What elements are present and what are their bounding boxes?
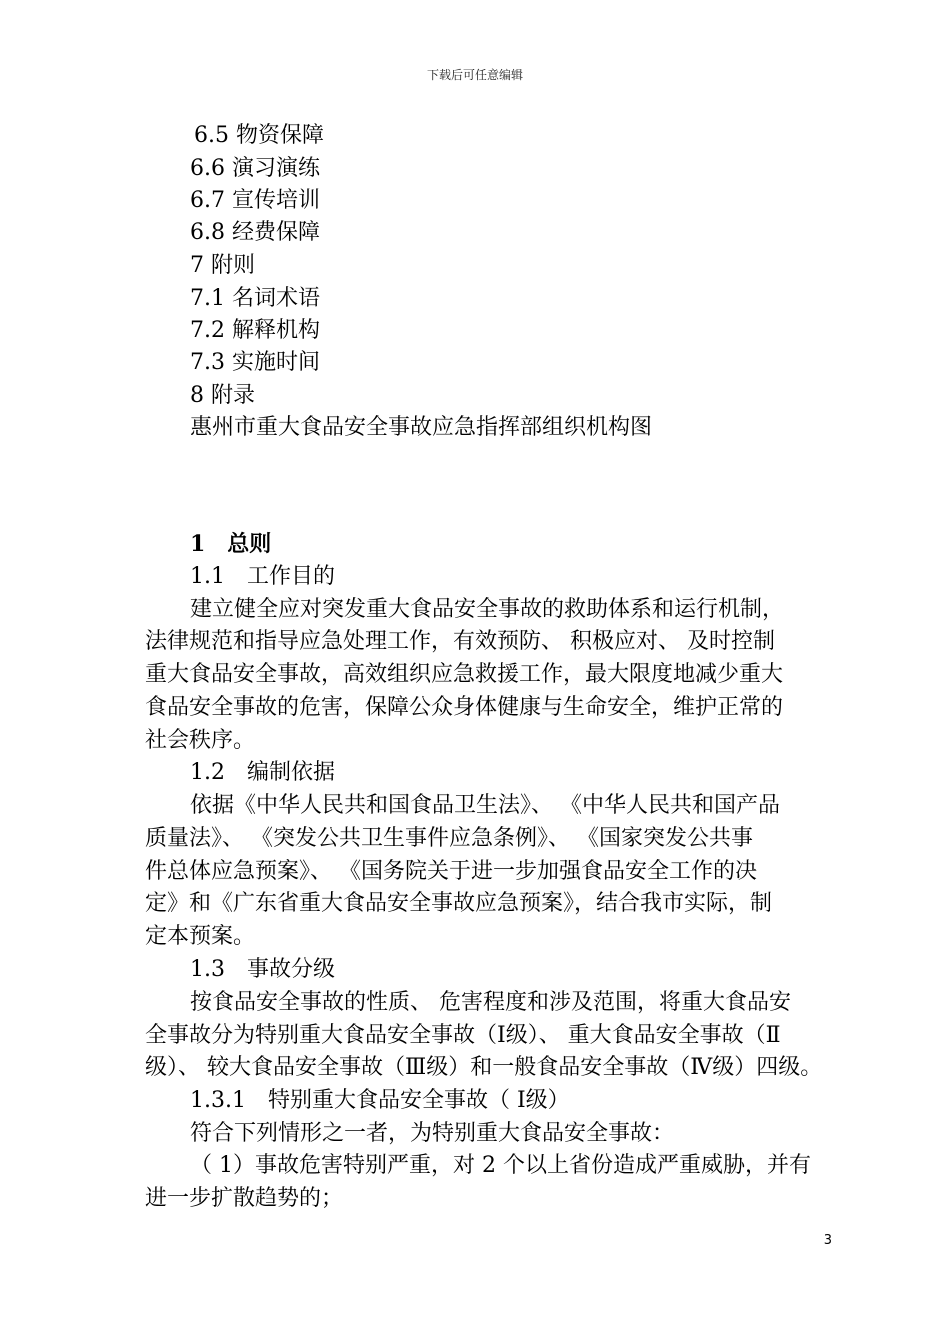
paragraph-line: 社会秩序。 <box>145 728 256 753</box>
paragraph-line: （ 1）事故危害特别严重，对 2 个以上省份造成严重威胁，并有 <box>190 1153 811 1178</box>
paragraph-line: 全事故分为特别重大食品安全事故（Ⅰ级）、 重大食品安全事故（Ⅱ <box>145 1023 781 1048</box>
paragraph-line: 定本预案。 <box>145 924 256 949</box>
paragraph-line: 符合下列情形之一者，为特别重大食品安全事故： <box>190 1121 675 1146</box>
paragraph-line: 级）、 较大食品安全事故（Ⅲ级）和一般食品安全事故（Ⅳ级）四级。 <box>145 1055 823 1080</box>
section-title: 1 总则 <box>190 531 272 557</box>
subsection-title: 1.3.1 特别重大食品安全事故（ Ⅰ级） <box>190 1088 570 1113</box>
toc-item: 7.2 解释机构 <box>190 318 320 343</box>
toc-item: 惠州市重大食品安全事故应急指挥部组织机构图 <box>190 415 653 440</box>
page-header: 下载后可任意编辑 <box>426 68 523 82</box>
paragraph-line: 依据《中华人民共和国食品卫生法》、 《中华人民共和国产品 <box>190 793 780 818</box>
toc-item: 7.1 名词术语 <box>190 286 320 311</box>
toc-item: 6.6 演习演练 <box>190 156 320 181</box>
subsection-title: 1.1 工作目的 <box>190 564 335 589</box>
paragraph-line: 件总体应急预案》、 《国务院关于进一步加强食品安全工作的决 <box>145 859 757 884</box>
paragraph-line: 质量法》、 《突发公共卫生事件应急条例》、 《国家突发公共事 <box>145 826 753 851</box>
paragraph-line: 食品安全事故的危害，保障公众身体健康与生命安全，维护正常的 <box>145 695 784 720</box>
paragraph-line: 建立健全应对突发重大食品安全事故的救助体系和运行机制， <box>190 597 785 622</box>
toc-item: 7.3 实施时间 <box>190 350 320 375</box>
subsection-title: 1.3 事故分级 <box>190 957 335 982</box>
page-number: 3 <box>823 1233 832 1248</box>
paragraph-line: 重大食品安全事故，高效组织应急救援工作，最大限度地减少重大 <box>145 662 784 687</box>
toc-item: 7 附则 <box>190 253 255 278</box>
paragraph-line: 法律规范和指导应急处理工作，有效预防、 积极应对、 及时控制 <box>145 629 775 654</box>
paragraph-line: 进一步扩散趋势的； <box>145 1186 344 1211</box>
toc-item: 6.5 物资保障 <box>194 123 324 148</box>
toc-item: 6.8 经费保障 <box>190 220 320 245</box>
toc-item: 6.7 宣传培训 <box>190 188 320 213</box>
paragraph-line: 定》和《广东省重大食品安全事故应急预案》，结合我市实际，制 <box>145 891 773 916</box>
toc-item: 8 附录 <box>190 383 255 408</box>
paragraph-line: 按食品安全事故的性质、 危害程度和涉及范围，将重大食品安 <box>190 990 791 1015</box>
subsection-title: 1.2 编制依据 <box>190 760 335 785</box>
